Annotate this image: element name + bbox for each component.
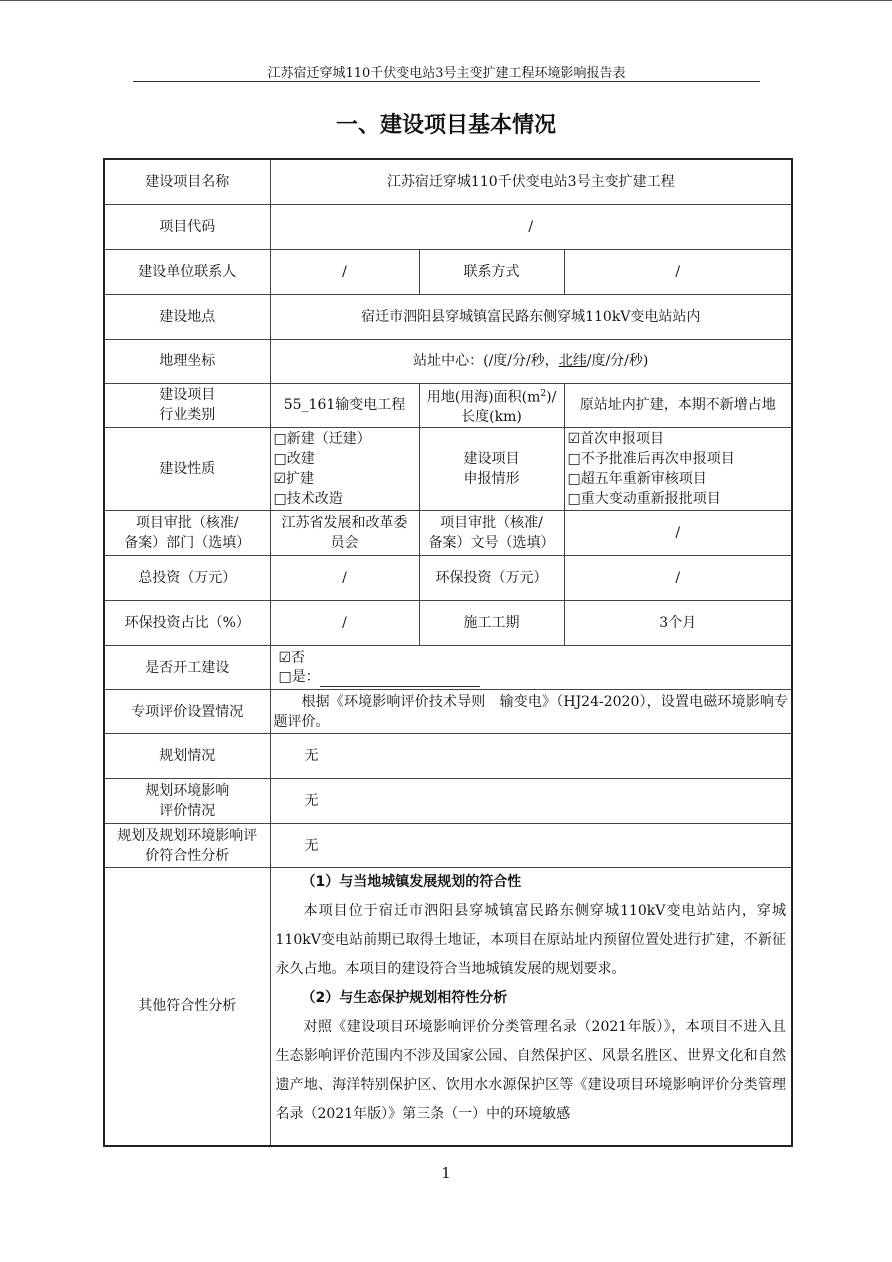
- table-row: [104, 690, 792, 734]
- area-label-sup: 2: [540, 388, 547, 399]
- subheading: （1）与当地城镇发展规划的符合性: [301, 874, 522, 891]
- table-row: [104, 294, 792, 339]
- declare-label-line: 建设项目: [463, 451, 520, 468]
- project-name-label: 建设项目名称: [104, 159, 270, 204]
- approval-dept-value-line: 员会: [330, 535, 359, 552]
- nature-options: [270, 428, 419, 511]
- subheading: （2）与生态保护规划相符性分析: [301, 990, 508, 1007]
- table-row: [104, 824, 792, 868]
- table-row: [104, 339, 792, 383]
- approval-docno-label-line: 备案）文号（选填）: [428, 535, 555, 552]
- declare-options: [564, 428, 792, 511]
- plan-eia-value: 无: [270, 779, 792, 824]
- env-investment-value: /: [564, 556, 792, 601]
- contact-method-value: /: [564, 249, 792, 294]
- conformity-label: [104, 824, 270, 868]
- started-yes-option[interactable]: [279, 668, 789, 687]
- coordinates-label: 地理坐标: [104, 339, 270, 383]
- conformity-label-line: 价符合性分析: [145, 847, 230, 864]
- industry-label-line: 建设项目: [159, 387, 216, 404]
- plan-eia-label-line: 规划环境影响: [145, 783, 230, 800]
- coord-latitude: /度/分/秒): [586, 353, 649, 369]
- approval-docno-label-line: 项目审批（核准/: [440, 515, 543, 532]
- project-name-value: 江苏宿迁穿城110千伏变电站3号主变扩建工程: [270, 159, 792, 204]
- other-conformity-label: 其他符合性分析: [104, 868, 270, 1146]
- nature-option[interactable]: □新建（迁建）: [273, 431, 371, 448]
- project-info-table: [103, 158, 793, 1147]
- table-row: [104, 511, 792, 556]
- industry-label-line: 行业类别: [159, 407, 216, 424]
- industry-value: 55_161输变电工程: [270, 383, 419, 428]
- plan-label: 规划情况: [104, 734, 270, 779]
- plan-eia-label-line: 评价情况: [159, 803, 216, 820]
- coord-north-label: 北纬: [558, 353, 587, 369]
- total-investment-value: /: [270, 556, 419, 601]
- area-label-line: 长度(km): [461, 409, 522, 426]
- declare-label-line: 申报情形: [463, 471, 520, 488]
- started-yes-text: □是：: [278, 668, 320, 685]
- nature-option[interactable]: ☑扩建: [273, 471, 315, 488]
- table-row: [104, 734, 792, 779]
- table-row: [104, 646, 792, 690]
- table-row: [104, 601, 792, 646]
- special-eval-value: 根据《环境影响评价技术导则 输变电》（HJ24-2020），设置电磁环境影响专题评价。: [270, 690, 792, 734]
- area-value: 原站址内扩建，本期不新增占地: [564, 383, 792, 428]
- project-code-value: /: [270, 204, 792, 249]
- approval-dept-label-line: 备案）部门（选填）: [124, 535, 251, 552]
- started-no-option[interactable]: ☑否: [278, 649, 306, 666]
- approval-dept-label-line: 项目审批（核准/: [135, 515, 239, 532]
- contact-method-label: 联系方式: [419, 249, 564, 294]
- approval-docno-value: /: [564, 511, 792, 556]
- construction-period-value: 3个月: [564, 601, 792, 646]
- construction-period-label: 施工工期: [419, 601, 564, 646]
- coord-prefix: 站址中心：(: [413, 353, 489, 369]
- nature-label: 建设性质: [104, 428, 270, 511]
- started-options: [270, 646, 792, 690]
- env-ratio-label: 环保投资占比（%）: [104, 601, 270, 646]
- conformity-value: 无: [270, 824, 792, 868]
- area-label-line: [423, 384, 561, 408]
- approval-dept-value: [270, 511, 419, 556]
- site-value: 宿迁市泗阳县穿城镇富民路东侧穿城110kV变电站站内: [270, 294, 792, 339]
- paragraph: 对照《建设项目环境影响评价分类管理名录（2021年版）》，本项目不进入且生态影响评价范围内不涉及国家公园、自然保护区、风景名胜区、世界文化和自然遗产地、海洋特别保护区、饮用水水源保护区等《建设项目环境影响评价分类管理名录（2021年版）》第三条（一）中的环境敏感: [275, 1019, 787, 1123]
- declare-label: [419, 428, 564, 511]
- plan-eia-label: [104, 779, 270, 824]
- declare-option[interactable]: □不予批准后再次申报项目: [567, 451, 735, 468]
- special-eval-label: 专项评价设置情况: [104, 690, 270, 734]
- contact-person-label: 建设单位联系人: [104, 249, 270, 294]
- nature-option[interactable]: □改建: [273, 451, 315, 468]
- table-row: [104, 383, 792, 428]
- env-ratio-value: /: [270, 601, 419, 646]
- other-conformity-content: [270, 868, 792, 1146]
- coord-longitude: /度/分/秒，: [488, 353, 559, 369]
- table-row: [104, 204, 792, 249]
- env-investment-label: 环保投资（万元）: [419, 556, 564, 601]
- approval-dept-label: [104, 511, 270, 556]
- nature-option[interactable]: □技术改造: [273, 491, 343, 508]
- project-code-label: 项目代码: [104, 204, 270, 249]
- area-label: [419, 383, 564, 428]
- section-title: 一、建设项目基本情况: [335, 113, 556, 138]
- started-label: 是否开工建设: [104, 646, 270, 690]
- table-row: [104, 779, 792, 824]
- table-row: [104, 868, 792, 1146]
- header-rule: [133, 81, 760, 82]
- page-number: 1: [441, 1164, 451, 1182]
- running-header: 江苏宿迁穿城110千伏变电站3号主变扩建工程环境影响报告表: [267, 66, 626, 81]
- contact-person-value: /: [270, 249, 419, 294]
- site-label: 建设地点: [104, 294, 270, 339]
- declare-option[interactable]: □重大变动重新报批项目: [567, 491, 721, 508]
- conformity-label-line: 规划及规划环境影响评: [117, 827, 258, 844]
- table-row: [104, 249, 792, 294]
- area-label-text: 用地(用海)面积(m: [426, 389, 541, 406]
- table-row: [104, 428, 792, 511]
- approval-dept-value-line: 江苏省发展和改革委: [281, 515, 408, 532]
- paragraph: 本项目位于宿迁市泗阳县穿城镇富民路东侧穿城110kV变电站站内，穿城110kV变电站前期已取得土地证，本项目在原站址内预留位置处进行扩建，不新征永久占地。本项目的建设符合当地城镇发展的规划要求。: [275, 903, 787, 978]
- declare-option[interactable]: ☑首次申报项目: [567, 431, 665, 448]
- started-yes-blank: [320, 672, 480, 687]
- declare-option[interactable]: □超五年重新审核项目: [567, 471, 707, 488]
- table-row: [104, 556, 792, 601]
- plan-value: 无: [270, 734, 792, 779]
- approval-docno-label: [419, 511, 564, 556]
- total-investment-label: 总投资（万元）: [104, 556, 270, 601]
- top-border: [0, 0, 892, 1]
- area-label-text: )/: [546, 389, 557, 406]
- coordinates-value: [270, 339, 792, 383]
- industry-label: [104, 383, 270, 428]
- table-row: [104, 159, 792, 204]
